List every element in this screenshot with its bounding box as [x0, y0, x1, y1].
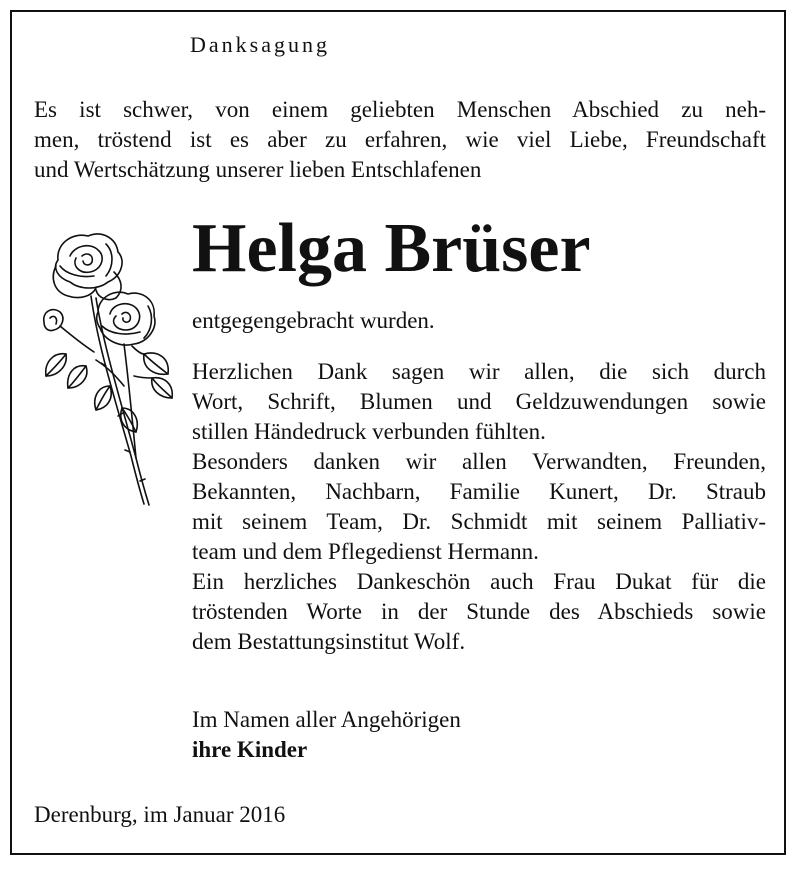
- thanks-line: tröstenden Worte in der Stunde des Abschieds sowie: [192, 599, 766, 624]
- notice-heading: Danksagung: [190, 32, 330, 57]
- place-date: Derenburg, im Januar 2016: [34, 802, 286, 827]
- rose-icon: [36, 226, 176, 511]
- thanks-line: Bekannten, Nachbarn, Familie Kunert, Dr. Straub: [192, 479, 766, 504]
- signer-name: ihre Kinder: [192, 737, 308, 762]
- thanks-paragraph: [192, 357, 766, 657]
- thanks-line: dem Bestattungsinstitut Wolf.: [192, 629, 466, 654]
- thanks-line: mit seinem Team, Dr. Schmidt mit seinem Palliativ-: [192, 509, 766, 534]
- deceased-name: Helga Brüser: [192, 210, 591, 287]
- intro-paragraph: [34, 95, 766, 185]
- thanks-line: team und dem Pflegedienst Hermann.: [192, 539, 539, 564]
- closing-signature: [192, 705, 461, 765]
- intro-line: und Wertschätzung unserer lieben Entschlafenen: [34, 157, 482, 182]
- thanks-line: Besonders danken wir allen Verwandten, Freunden,: [192, 449, 766, 474]
- thanks-line: Wort, Schrift, Blumen und Geldzuwendungen sowie: [192, 389, 766, 414]
- closing-line: Im Namen aller Angehörigen: [192, 707, 461, 732]
- thanks-line: Ein herzliches Dankeschön auch Frau Dukat für die: [192, 569, 766, 594]
- after-name-text: entgegengebracht wurden.: [192, 308, 435, 333]
- intro-line: Es ist schwer, von einem geliebten Menschen Abschied zu neh-: [34, 97, 766, 122]
- intro-line: men, tröstend ist es aber zu erfahren, wie viel Liebe, Freundschaft: [34, 127, 766, 152]
- thanks-line: stillen Händedruck verbunden fühlten.: [192, 419, 546, 444]
- thanks-line: Herzlichen Dank sagen wir allen, die sich durch: [192, 359, 766, 384]
